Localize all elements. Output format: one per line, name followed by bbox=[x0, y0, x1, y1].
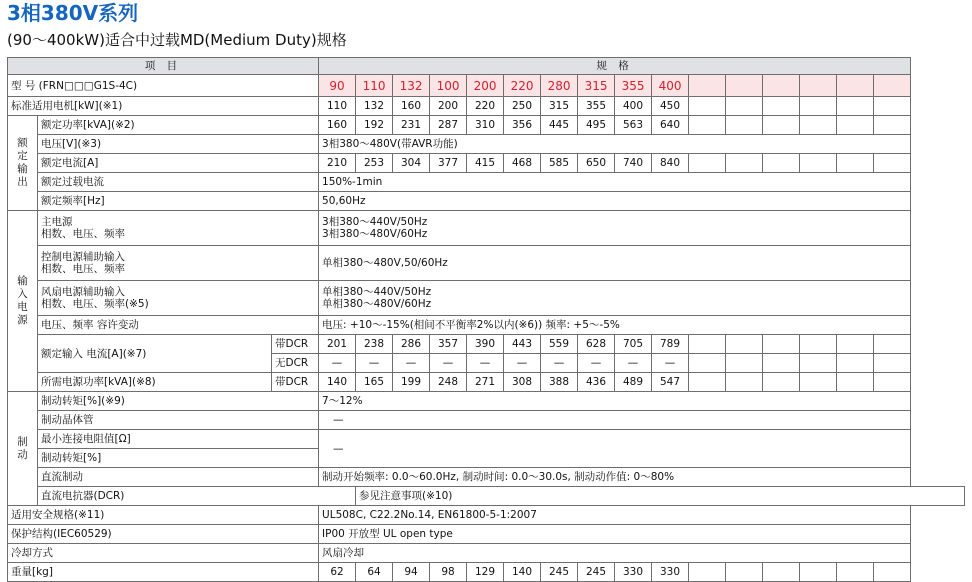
empty-cell bbox=[874, 97, 911, 116]
dcr-value: 参见注意事项(※10) bbox=[356, 487, 965, 506]
model-cell: 355 bbox=[615, 75, 652, 97]
empty-cell bbox=[726, 563, 763, 582]
rated-overload-row bbox=[8, 173, 965, 192]
model-cell: 100 bbox=[430, 75, 467, 97]
dc-braking-value: 制动开始频率: 0.0～60.0Hz, 制动时间: 0.0～30.0s, 制动动作值: 0～80% bbox=[319, 468, 911, 487]
rated-input-dcr-cell: 559 bbox=[541, 335, 578, 354]
empty-cell bbox=[837, 373, 874, 392]
rated-input-dcr-cell: 286 bbox=[393, 335, 430, 354]
rated-capacity-cell: 563 bbox=[615, 116, 652, 135]
group-label-char: 源 bbox=[17, 314, 28, 326]
group-label-char: 出 bbox=[17, 176, 28, 188]
empty-cell bbox=[800, 154, 837, 173]
motor-label: 标准适用电机[kW](※1) bbox=[8, 97, 319, 116]
weight-cell: 62 bbox=[319, 563, 356, 582]
empty-cell bbox=[800, 354, 837, 373]
table-header-row bbox=[8, 58, 965, 75]
rated-capacity-cell: 356 bbox=[504, 116, 541, 135]
group-label-char: 制 bbox=[17, 435, 28, 448]
rated-current-cell: 840 bbox=[652, 154, 689, 173]
empty-cell bbox=[726, 97, 763, 116]
control-power-value: 单相380～480V,50/60Hz bbox=[319, 246, 911, 281]
empty-cell bbox=[689, 116, 726, 135]
rated-voltage-label: 电压[V](※3) bbox=[38, 135, 319, 154]
min-resistor-label: 最小连接电阻值[Ω] bbox=[38, 430, 319, 449]
header-item: 项 目 bbox=[8, 58, 319, 75]
motor-cell: 450 bbox=[652, 97, 689, 116]
rated-capacity-cell: 287 bbox=[430, 116, 467, 135]
rated-current-cell: 415 bbox=[467, 154, 504, 173]
braking-group bbox=[8, 392, 38, 506]
header-spec: 规 格 bbox=[319, 58, 911, 75]
weight-cell: 64 bbox=[356, 563, 393, 582]
rated-current-cell: 740 bbox=[615, 154, 652, 173]
empty-cell bbox=[800, 335, 837, 354]
empty-cell bbox=[837, 335, 874, 354]
empty-cell bbox=[800, 75, 837, 97]
dcr-label: 直流电抗器(DCR) bbox=[38, 487, 356, 506]
empty-cell bbox=[800, 97, 837, 116]
weight-cell: 245 bbox=[541, 563, 578, 582]
rated-input-dcr-cell: 390 bbox=[467, 335, 504, 354]
empty-cell bbox=[874, 373, 911, 392]
braking-torque-label: 制动转矩[%](※9) bbox=[38, 392, 319, 411]
empty-cell bbox=[726, 335, 763, 354]
cooling-value: 风扇冷却 bbox=[319, 544, 911, 563]
empty-cell bbox=[874, 154, 911, 173]
group-label-char: 额 bbox=[17, 137, 28, 149]
rated-capacity-cell: 192 bbox=[356, 116, 393, 135]
main-power-value: 3相380～440V/50Hz 3相380～480V/60Hz bbox=[319, 211, 911, 246]
rated-capacity-label: 额定功率[kVA](※2) bbox=[38, 116, 319, 135]
safety-value: UL508C, C22.2No.14, EN61800-5-1:2007 bbox=[319, 506, 911, 525]
min-resistor-value: — bbox=[319, 430, 911, 468]
empty-cell bbox=[763, 154, 800, 173]
empty-cell bbox=[874, 116, 911, 135]
weight-cell: 140 bbox=[504, 563, 541, 582]
spec-table bbox=[7, 57, 965, 582]
rated-input-dcr-cell: 238 bbox=[356, 335, 393, 354]
empty-cell bbox=[874, 563, 911, 582]
rated-frequency-value: 50,60Hz bbox=[319, 192, 911, 211]
motor-row bbox=[8, 97, 965, 116]
rated-current-label: 额定电流[A] bbox=[38, 154, 319, 173]
required-capacity-sub: 带DCR bbox=[272, 373, 319, 392]
min-resistor-row bbox=[8, 430, 965, 449]
empty-cell bbox=[689, 75, 726, 97]
rated-capacity-cell: 160 bbox=[319, 116, 356, 135]
control-power-label: 控制电源辅助输入 相数、电压、频率 bbox=[38, 246, 319, 281]
empty-cell bbox=[763, 75, 800, 97]
motor-cell: 132 bbox=[356, 97, 393, 116]
rated-input-nodcr-cell: — bbox=[356, 354, 393, 373]
empty-cell bbox=[726, 354, 763, 373]
group-label-char: 输 bbox=[17, 275, 28, 287]
rated-input-nodcr-cell: — bbox=[578, 354, 615, 373]
motor-cell: 220 bbox=[467, 97, 504, 116]
weight-cell: 98 bbox=[430, 563, 467, 582]
motor-cell: 160 bbox=[393, 97, 430, 116]
dcr-row bbox=[8, 487, 965, 506]
braking-transistor-value: — bbox=[319, 411, 911, 430]
protection-value: IP00 开放型 UL open type bbox=[319, 525, 911, 544]
required-capacity-label: 所需电源功率[kVA](※8) bbox=[38, 373, 272, 392]
safety-row bbox=[8, 506, 965, 525]
empty-cell bbox=[726, 373, 763, 392]
empty-cell bbox=[763, 116, 800, 135]
rated-input-dcr-cell: 628 bbox=[578, 335, 615, 354]
motor-cell: 110 bbox=[319, 97, 356, 116]
empty-cell bbox=[800, 563, 837, 582]
model-cell: 280 bbox=[541, 75, 578, 97]
model-cell: 132 bbox=[393, 75, 430, 97]
with-dcr-label: 带DCR bbox=[272, 335, 319, 354]
rated-current-cell: 650 bbox=[578, 154, 615, 173]
model-label: 型 号 (FRN□□□G1S-4C) bbox=[8, 75, 319, 97]
motor-cell: 315 bbox=[541, 97, 578, 116]
empty-cell bbox=[763, 97, 800, 116]
empty-cell bbox=[837, 154, 874, 173]
empty-cell bbox=[837, 75, 874, 97]
empty-cell bbox=[689, 354, 726, 373]
rated-input-dcr-cell: 705 bbox=[615, 335, 652, 354]
page-subtitle: (90～400kW)适合中过载MD(Medium Duty)规格 bbox=[7, 31, 347, 49]
required-capacity-cell: 140 bbox=[319, 373, 356, 392]
empty-cell bbox=[874, 335, 911, 354]
without-dcr-label: 无DCR bbox=[272, 354, 319, 373]
fan-power-value: 单相380～440V/50Hz 单相380～480V/60Hz bbox=[319, 281, 911, 316]
empty-cell bbox=[837, 354, 874, 373]
rated-input-dcr-cell: 789 bbox=[652, 335, 689, 354]
model-cell: 400 bbox=[652, 75, 689, 97]
model-cell: 90 bbox=[319, 75, 356, 97]
weight-cell: 245 bbox=[578, 563, 615, 582]
empty-cell bbox=[763, 354, 800, 373]
main-power-label: 主电源 相数、电压、频率 bbox=[38, 211, 319, 246]
main-power-row bbox=[8, 211, 965, 246]
rated-input-nodcr-cell: — bbox=[541, 354, 578, 373]
brake-torque-label: 制动转矩[%] bbox=[38, 449, 319, 468]
rated-input-label: 额定输入 电流[A](※7) bbox=[38, 335, 272, 373]
safety-label: 适用安全规格(※11) bbox=[8, 506, 319, 525]
group-label-char: 动 bbox=[17, 448, 28, 461]
dc-braking-label: 直流制动 bbox=[38, 468, 319, 487]
empty-cell bbox=[763, 563, 800, 582]
required-capacity-cell: 388 bbox=[541, 373, 578, 392]
empty-cell bbox=[726, 154, 763, 173]
fan-power-label: 风扇电源辅助输入 相数、电压、频率(※5) bbox=[38, 281, 319, 316]
empty-cell bbox=[726, 116, 763, 135]
empty-cell bbox=[837, 563, 874, 582]
rated-capacity-row bbox=[8, 116, 965, 135]
empty-cell bbox=[689, 97, 726, 116]
rated-capacity-cell: 640 bbox=[652, 116, 689, 135]
protection-label: 保护结构(IEC60529) bbox=[8, 525, 319, 544]
rated-voltage-value: 3相380～480V(带AVR功能) bbox=[319, 135, 911, 154]
rated-overload-label: 额定过载电流 bbox=[38, 173, 319, 192]
rated-frequency-row bbox=[8, 192, 965, 211]
input-power-group bbox=[8, 211, 38, 392]
motor-cell: 400 bbox=[615, 97, 652, 116]
rated-input-nodcr-cell: — bbox=[504, 354, 541, 373]
rated-capacity-cell: 231 bbox=[393, 116, 430, 135]
braking-transistor-row bbox=[8, 411, 965, 430]
motor-cell: 355 bbox=[578, 97, 615, 116]
rated-current-row bbox=[8, 154, 965, 173]
motor-cell: 250 bbox=[504, 97, 541, 116]
empty-cell bbox=[874, 354, 911, 373]
required-capacity-cell: 547 bbox=[652, 373, 689, 392]
group-label-char: 定 bbox=[17, 150, 28, 162]
rated-input-nodcr-cell: — bbox=[319, 354, 356, 373]
weight-row bbox=[8, 563, 965, 582]
rated-current-cell: 210 bbox=[319, 154, 356, 173]
required-capacity-row bbox=[8, 373, 965, 392]
cooling-label: 冷却方式 bbox=[8, 544, 319, 563]
rated-input-dcr-cell: 201 bbox=[319, 335, 356, 354]
empty-cell bbox=[837, 116, 874, 135]
weight-label: 重量[kg] bbox=[8, 563, 319, 582]
empty-cell bbox=[689, 563, 726, 582]
empty-cell bbox=[689, 373, 726, 392]
variation-row bbox=[8, 316, 965, 335]
empty-cell bbox=[726, 75, 763, 97]
required-capacity-cell: 308 bbox=[504, 373, 541, 392]
required-capacity-cell: 489 bbox=[615, 373, 652, 392]
required-capacity-cell: 165 bbox=[356, 373, 393, 392]
braking-transistor-label: 制动晶体管 bbox=[38, 411, 319, 430]
rated-capacity-cell: 445 bbox=[541, 116, 578, 135]
braking-torque-row bbox=[8, 392, 965, 411]
required-capacity-cell: 271 bbox=[467, 373, 504, 392]
rated-capacity-cell: 310 bbox=[467, 116, 504, 135]
rated-input-dcr-cell: 443 bbox=[504, 335, 541, 354]
empty-cell bbox=[874, 75, 911, 97]
variation-value: 电压: +10～-15%(相间不平衡率2%以内(※6)) 频率: +5～-5% bbox=[319, 316, 911, 335]
rated-input-nodcr-cell: — bbox=[652, 354, 689, 373]
required-capacity-cell: 248 bbox=[430, 373, 467, 392]
rated-input-nodcr-cell: — bbox=[393, 354, 430, 373]
model-cell: 200 bbox=[467, 75, 504, 97]
required-capacity-cell: 199 bbox=[393, 373, 430, 392]
weight-cell: 129 bbox=[467, 563, 504, 582]
fan-power-row bbox=[8, 281, 965, 316]
empty-cell bbox=[763, 373, 800, 392]
weight-cell: 330 bbox=[652, 563, 689, 582]
model-cell: 315 bbox=[578, 75, 615, 97]
rated-current-cell: 377 bbox=[430, 154, 467, 173]
rated-frequency-label: 额定频率[Hz] bbox=[38, 192, 319, 211]
rated-current-cell: 253 bbox=[356, 154, 393, 173]
rated-output-group bbox=[8, 116, 38, 211]
weight-cell: 330 bbox=[615, 563, 652, 582]
model-cell: 220 bbox=[504, 75, 541, 97]
rated-capacity-cell: 495 bbox=[578, 116, 615, 135]
rated-input-nodcr-cell: — bbox=[430, 354, 467, 373]
weight-cell: 94 bbox=[393, 563, 430, 582]
empty-cell bbox=[837, 97, 874, 116]
protection-row bbox=[8, 525, 965, 544]
empty-cell bbox=[689, 335, 726, 354]
group-label-char: 输 bbox=[17, 163, 28, 175]
rated-voltage-row bbox=[8, 135, 965, 154]
model-row bbox=[8, 75, 965, 97]
braking-torque-value: 7～12% bbox=[319, 392, 911, 411]
rated-input-nodcr-cell: — bbox=[615, 354, 652, 373]
rated-current-cell: 304 bbox=[393, 154, 430, 173]
control-power-row bbox=[8, 246, 965, 281]
page-title: 3相380V系列 bbox=[7, 1, 139, 25]
cooling-row bbox=[8, 544, 965, 563]
empty-cell bbox=[800, 116, 837, 135]
empty-cell bbox=[763, 335, 800, 354]
empty-cell bbox=[800, 373, 837, 392]
dc-braking-row bbox=[8, 468, 965, 487]
rated-current-cell: 468 bbox=[504, 154, 541, 173]
required-capacity-cell: 436 bbox=[578, 373, 615, 392]
motor-cell: 200 bbox=[430, 97, 467, 116]
rated-input-with-dcr-row bbox=[8, 335, 965, 354]
group-label-char: 电 bbox=[17, 301, 28, 313]
rated-overload-value: 150%-1min bbox=[319, 173, 911, 192]
model-cell: 110 bbox=[356, 75, 393, 97]
group-label-char: 入 bbox=[17, 288, 28, 300]
rated-input-nodcr-cell: — bbox=[467, 354, 504, 373]
rated-current-cell: 585 bbox=[541, 154, 578, 173]
variation-label: 电压、频率 容许变动 bbox=[38, 316, 319, 335]
empty-cell bbox=[689, 154, 726, 173]
rated-input-dcr-cell: 357 bbox=[430, 335, 467, 354]
